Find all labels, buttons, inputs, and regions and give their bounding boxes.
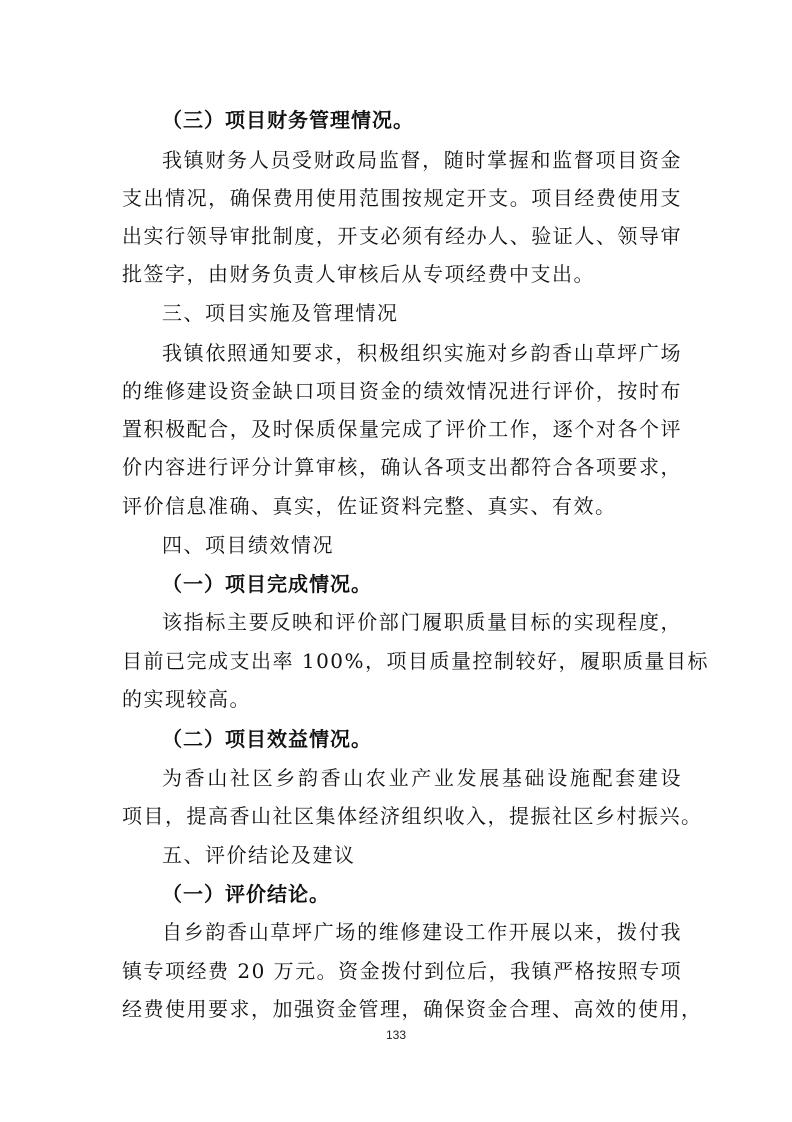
paragraph-line: 我镇财务人员受财政局监督，随时掌握和监督项目资金 [162,148,682,172]
paragraph-line: 自乡韵香山草坪广场的维修建设工作开展以来，拨付我 [162,920,682,944]
section-heading-implementation: 三、项目实施及管理情况 [162,301,399,325]
subheading-completion: （一）项目完成情况。 [162,572,372,596]
paragraph-line: 价内容进行评分计算审核，确认各项支出都符合各项要求， [122,455,682,479]
paragraph-line: 置积极配合，及时保质保量完成了评价工作，逐个对各个评 [122,417,682,441]
paragraph-line: 项目，提高香山社区集体经济组织收入，提振社区乡村振兴。 [122,804,703,828]
paragraph-line: 评价信息准确、真实，佐证资料完整、真实、有效。 [122,494,617,518]
paragraph-line: 的维修建设资金缺口项目资金的绩效情况进行评价，按时布 [122,379,682,403]
paragraph-line: 镇专项经费 20 万元。资金拨付到位后，我镇严格按照专项 [122,959,683,983]
section-heading-performance: 四、项目绩效情况 [162,533,334,557]
section-heading-conclusion: 五、评价结论及建议 [162,843,356,867]
paragraph-line: 该指标主要反映和评价部门履职质量目标的实现程度， [162,610,682,634]
paragraph-line: 目前已完成支出率 100%，项目质量控制较好，履职质量目标 [122,649,710,673]
paragraph-line: 的实现较高。 [122,687,251,711]
paragraph-line: 我镇依照通知要求，积极组织实施对乡韵香山草坪广场 [162,341,682,365]
page-number: 133 [385,1028,407,1042]
paragraph-line: 支出情况，确保费用使用范围按规定开支。项目经费使用支 [122,186,682,210]
section-heading-finance: （三）项目财务管理情况。 [162,108,414,132]
subheading-conclusion: （一）评价结论。 [162,882,330,906]
subheading-benefit: （二）项目效益情况。 [162,727,372,751]
paragraph-line: 经费使用要求，加强资金管理，确保资金合理、高效的使用， [122,997,703,1021]
paragraph-line: 为香山社区乡韵香山农业产业发展基础设施配套建设 [162,766,682,790]
paragraph-line: 批签字，由财务负责人审核后从专项经费中支出。 [122,262,595,286]
paragraph-line: 出实行领导审批制度，开支必须有经办人、验证人、领导审 [122,224,682,248]
